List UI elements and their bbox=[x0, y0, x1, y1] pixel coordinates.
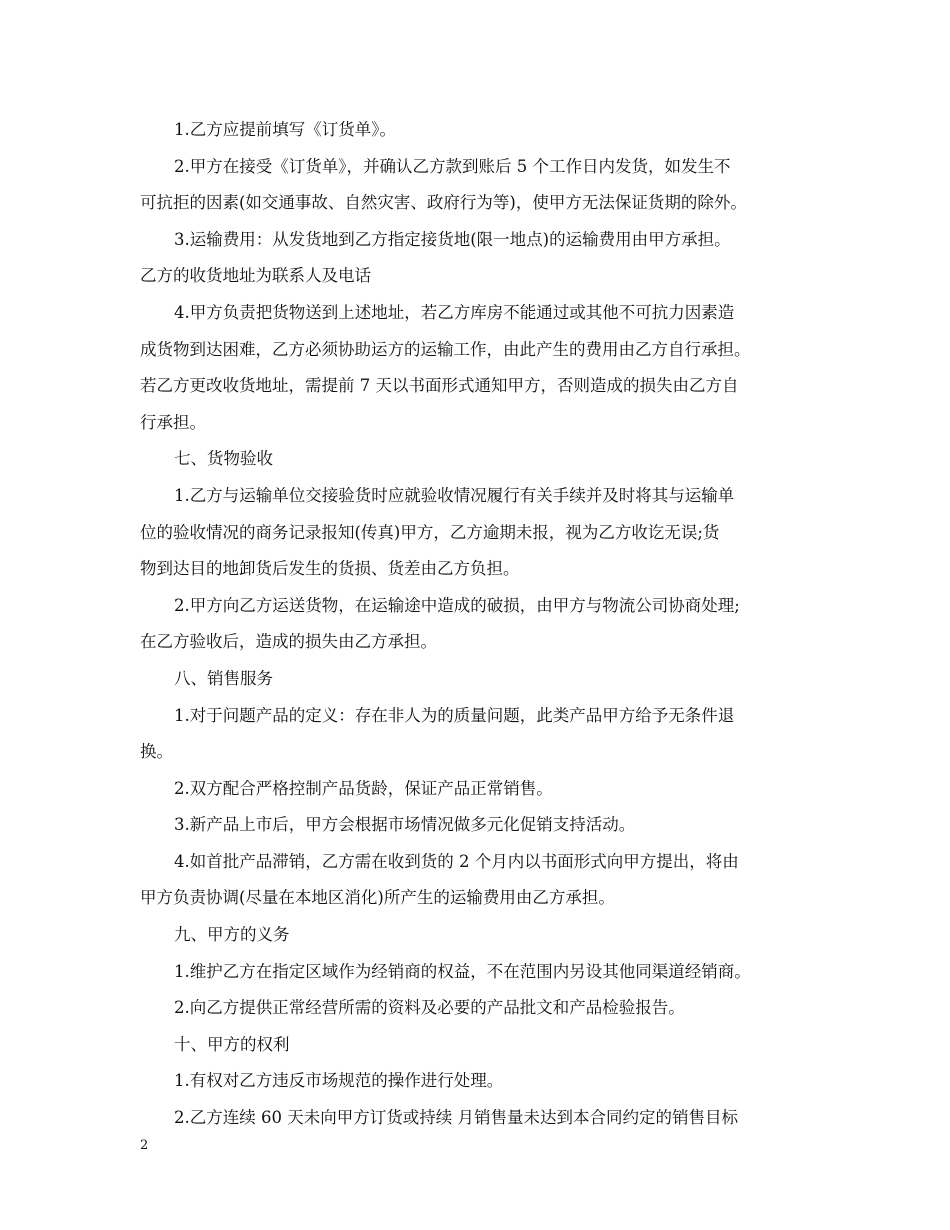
text-line: 4.如首批产品滞销，乙方需在收到货的 2 个月内以书面形式向甲方提出，将由 bbox=[174, 851, 739, 871]
text-line: 九、甲方的义务 bbox=[174, 925, 290, 945]
text-line: 2.向乙方提供正常经营所需的资料及必要的产品批文和产品检验报告。 bbox=[174, 998, 685, 1018]
text-line: 换。 bbox=[140, 742, 173, 762]
text-line: 可抗拒的因素(如交通事故、自然灾害、政府行为等)，使甲方无法保证货期的除外。 bbox=[140, 193, 747, 213]
text-line: 2.乙方连续 60 天未向甲方订货或持续 月销售量未达到本合同约定的销售目标 bbox=[174, 1108, 738, 1128]
text-line: 乙方的收货地址为联系人及电话 bbox=[140, 266, 371, 286]
text-line: 甲方负责协调(尽量在本地区消化)所产生的运输费用由乙方承担。 bbox=[140, 888, 615, 908]
text-line: 行承担。 bbox=[140, 412, 206, 432]
text-line: 若乙方更改收货地址，需提前 7 天以书面形式通知甲方，否则造成的损失由乙方自 bbox=[140, 376, 739, 396]
text-line: 1.对于问题产品的定义：存在非人为的质量问题，此类产品甲方给予无条件退 bbox=[174, 705, 735, 725]
document-body bbox=[140, 112, 816, 1137]
text-line: 1.乙方应提前填写《订货单》。 bbox=[174, 120, 396, 139]
text-line: 位的验收情况的商务记录报知(传真)甲方，乙方逾期未报，视为乙方收讫无误;货 bbox=[140, 522, 720, 542]
text-line: 物到达目的地卸货后发生的货损、货差由乙方负担。 bbox=[140, 559, 520, 579]
text-line: 成货物到达困难，乙方必须协助运方的运输工作，由此产生的费用由乙方自行承担。 bbox=[140, 339, 751, 359]
text-line: 1.维护乙方在指定区域作为经销商的权益，不在范围内另设其他同渠道经销商。 bbox=[174, 961, 751, 981]
text-line: 八、销售服务 bbox=[174, 668, 273, 688]
text-line: 七、货物验收 bbox=[174, 449, 273, 469]
page-number: 2 bbox=[140, 1138, 149, 1153]
text-line: 在乙方验收后，造成的损失由乙方承担。 bbox=[140, 632, 437, 652]
text-line: 1.有权对乙方违反市场规范的操作进行处理。 bbox=[174, 1071, 504, 1091]
text-line: 4.甲方负责把货物送到上述地址，若乙方库房不能通过或其他不可抗力因素造 bbox=[174, 302, 735, 322]
text-line: 2.甲方在接受《订货单》，并确认乙方款到账后 5 个工作日内发货，如发生不 bbox=[174, 156, 731, 176]
text-line: 2.甲方向乙方运送货物，在运输途中造成的破损，由甲方与物流公司协商处理; bbox=[174, 595, 740, 615]
text-line: 3.新产品上市后，甲方会根据市场情况做多元化促销支持活动。 bbox=[174, 815, 636, 835]
text-line: 3.运输费用：从发货地到乙方指定接货地(限一地点)的运输费用由甲方承担。 bbox=[174, 229, 731, 249]
text-line: 十、甲方的权利 bbox=[174, 1034, 290, 1054]
text-line: 2.双方配合严格控制产品货龄，保证产品正常销售。 bbox=[174, 778, 553, 798]
text-line: 1.乙方与运输单位交接验货时应就验收情况履行有关手续并及时将其与运输单 bbox=[174, 485, 735, 505]
